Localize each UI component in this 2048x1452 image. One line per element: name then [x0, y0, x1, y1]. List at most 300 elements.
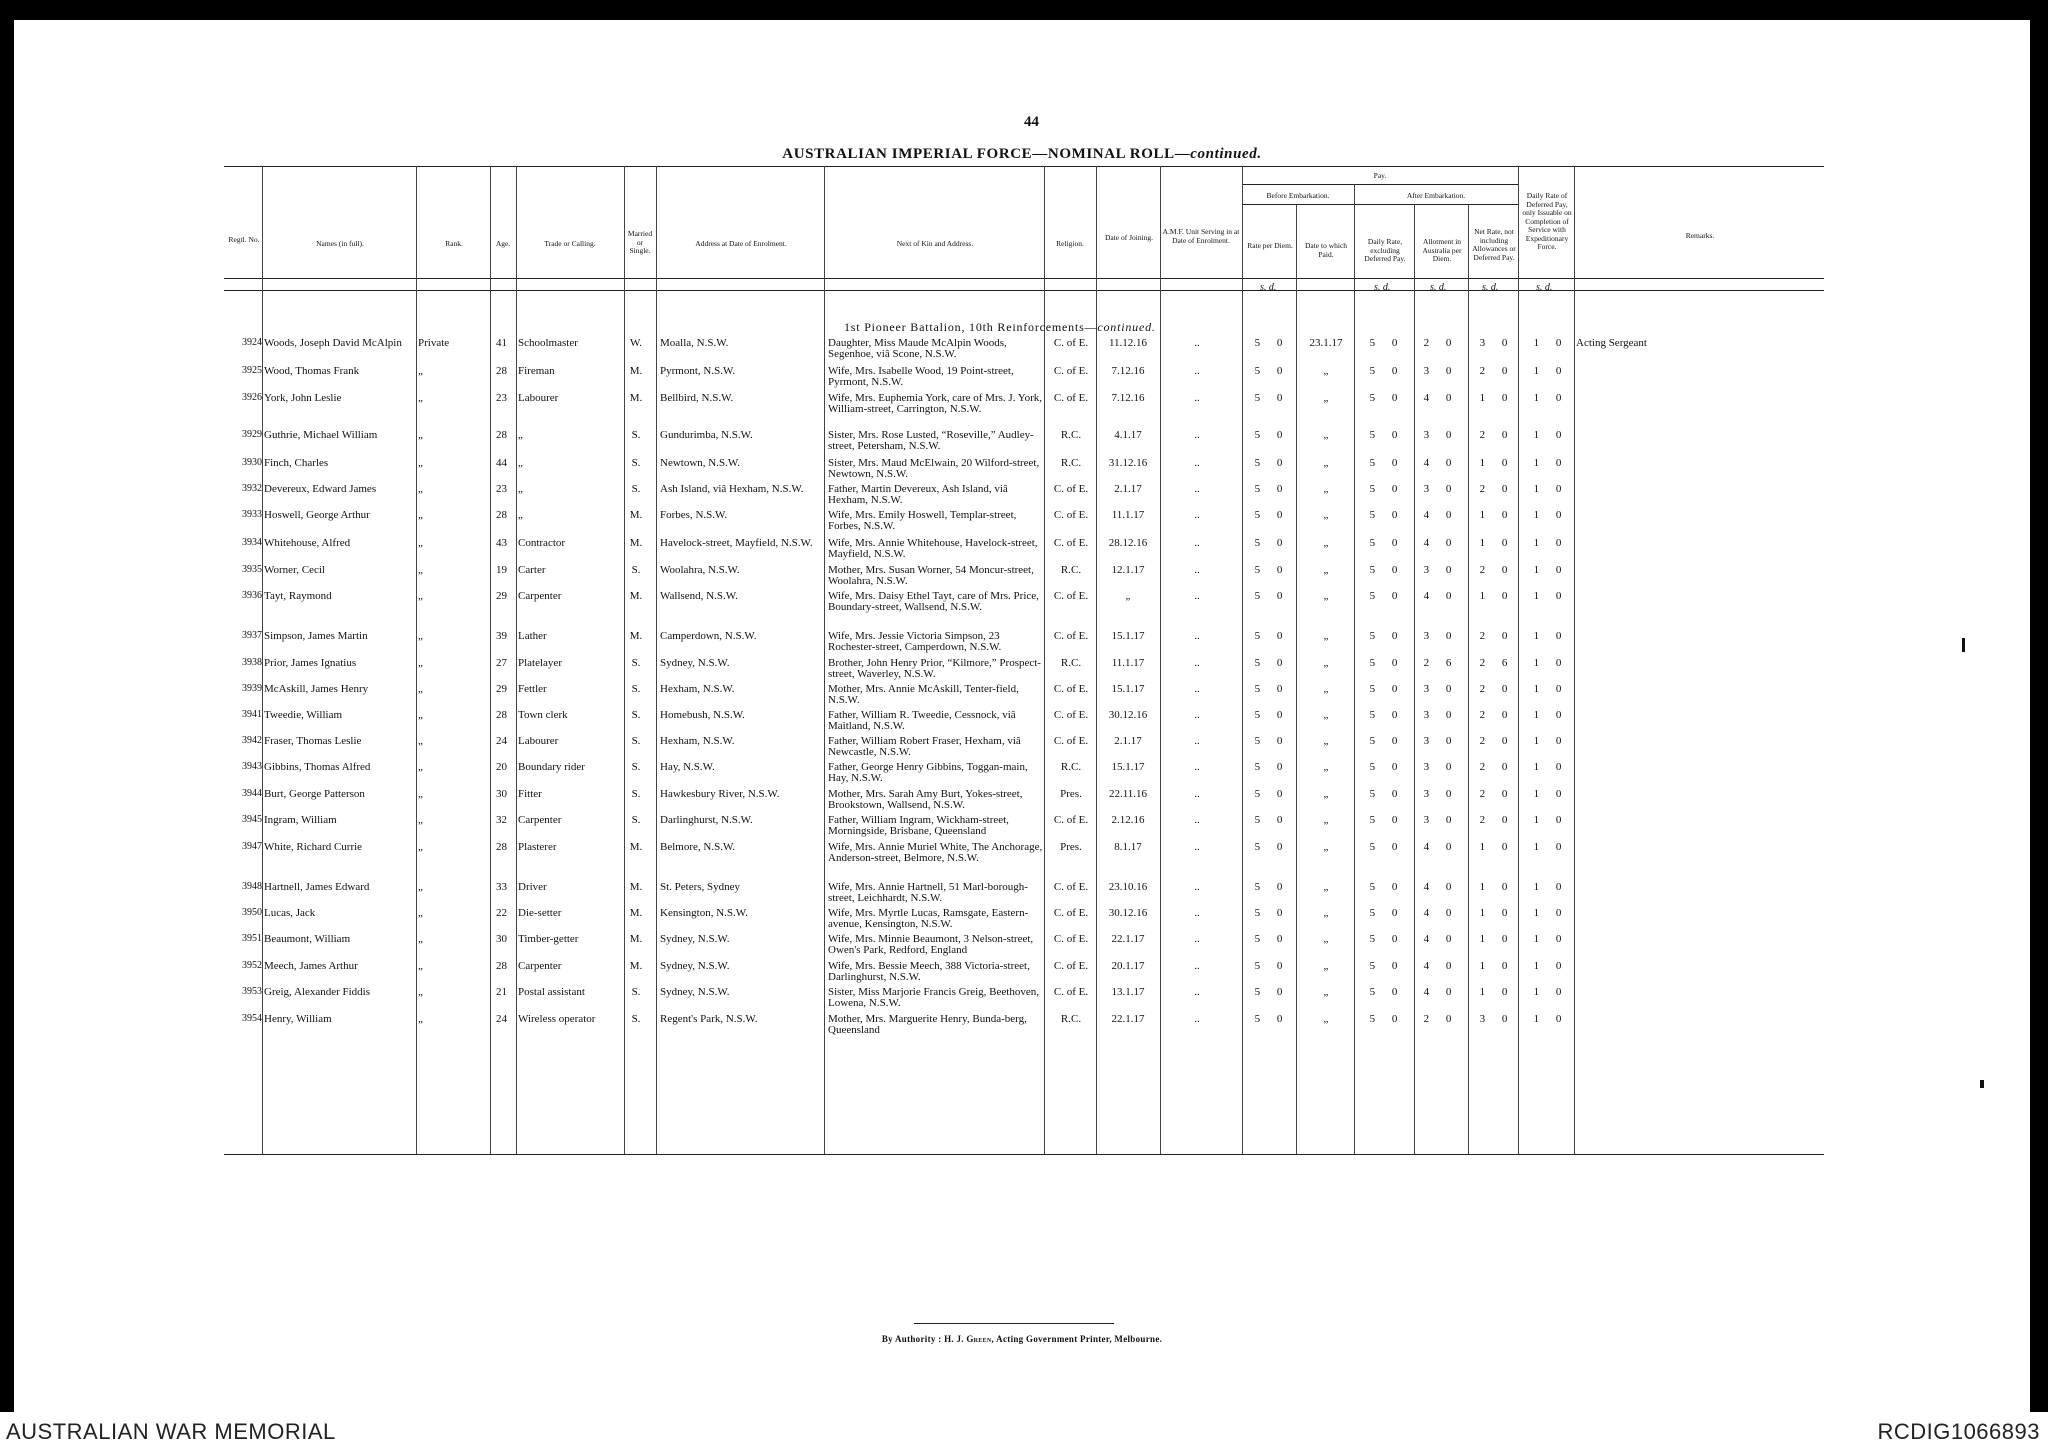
- cell-name: Devereux, Edward James: [264, 483, 377, 495]
- cell-addr: Ash Island, viâ Hexham, N.S.W.: [660, 483, 804, 495]
- cell-paid: „: [1323, 483, 1329, 495]
- cell-amf: ..: [1194, 814, 1200, 826]
- cell-ms: M.: [629, 590, 643, 602]
- cell-kin: Sister, Miss Marjorie Francis Greig, Beethoven, Lowena, N.S.W.: [828, 986, 1039, 1009]
- table-bottom-rule: [224, 1154, 1824, 1155]
- cell-join: 13.1.17: [1111, 986, 1145, 998]
- cell-age: 30: [496, 788, 507, 800]
- cell-kin: Wife, Mrs. Euphemia York, care of Mrs. J. York, William-street, Carrington, N.S.W.: [828, 392, 1043, 415]
- cell-def: 1 0: [1533, 564, 1569, 576]
- cell-age: 28: [496, 365, 507, 377]
- cell-age: 27: [496, 657, 507, 669]
- cell-allot: 4 0: [1423, 960, 1459, 972]
- cell-allot: 4 0: [1423, 392, 1459, 404]
- cell-trade: „: [518, 483, 523, 495]
- cell-allot: 3 0: [1423, 483, 1459, 495]
- cell-paid: „: [1323, 509, 1329, 521]
- cell-net: 1 0: [1479, 590, 1515, 602]
- cell-net: 2 0: [1479, 709, 1515, 721]
- cell-no: 3948: [242, 881, 262, 892]
- col-divider: [1296, 204, 1297, 1154]
- cell-age: 39: [496, 630, 507, 642]
- header-pay: Pay.: [1373, 171, 1387, 180]
- cell-rel: Pres.: [1060, 788, 1082, 800]
- cell-def: 1 0: [1533, 483, 1569, 495]
- cell-net: 2 0: [1479, 429, 1515, 441]
- cell-daily: 5 0: [1369, 907, 1405, 919]
- cell-rank: „: [418, 657, 423, 669]
- cell-ms: S.: [631, 1013, 641, 1025]
- cell-rate: 5 0: [1254, 365, 1290, 377]
- cell-amf: ..: [1194, 683, 1200, 695]
- page-number: 44: [1024, 114, 1039, 130]
- cell-paid: „: [1323, 788, 1329, 800]
- cell-net: 3 0: [1479, 1013, 1515, 1025]
- cell-paid: „: [1323, 630, 1329, 642]
- cell-no: 3952: [242, 960, 262, 971]
- cell-amf: ..: [1194, 337, 1200, 349]
- cell-trade: Carter: [518, 564, 546, 576]
- cell-paid: „: [1323, 735, 1329, 747]
- units-rule: [224, 290, 1824, 291]
- header-date-paid: Date to which Paid.: [1304, 241, 1348, 259]
- cell-rank: „: [418, 761, 423, 773]
- cell-rank: „: [418, 365, 423, 377]
- cell-rate: 5 0: [1254, 709, 1290, 721]
- cell-trade: „: [518, 457, 523, 469]
- cell-daily: 5 0: [1369, 365, 1405, 377]
- cell-addr: Forbes, N.S.W.: [660, 509, 728, 521]
- cell-rel: R.C.: [1060, 761, 1082, 773]
- cell-ms: M.: [629, 960, 643, 972]
- cell-name: Tweedie, William: [264, 709, 343, 721]
- cell-amf: ..: [1194, 564, 1200, 576]
- cell-name: Fraser, Thomas Leslie: [264, 735, 362, 747]
- cell-trade: Driver: [518, 881, 547, 893]
- cell-trade: Carpenter: [518, 960, 562, 972]
- cell-kin: Father, William R. Tweedie, Cessnock, viâ Maitland, N.S.W.: [828, 709, 1016, 732]
- cell-rate: 5 0: [1254, 814, 1290, 826]
- cell-no: 3929: [242, 429, 262, 440]
- cell-trade: Carpenter: [518, 590, 562, 602]
- cell-age: 44: [496, 457, 507, 469]
- cell-kin: Mother, Mrs. Sarah Amy Burt, Yokes-street, Brookstown, Wallsend, N.S.W.: [828, 788, 1023, 811]
- cell-paid: „: [1323, 365, 1329, 377]
- cell-age: 22: [496, 907, 507, 919]
- cell-amf: ..: [1194, 630, 1200, 642]
- cell-no: 3938: [242, 657, 262, 668]
- cell-kin: Wife, Mrs. Bessie Meech, 388 Victoria-street, Darlinghurst, N.S.W.: [828, 960, 1030, 983]
- cell-ms: M.: [629, 907, 643, 919]
- cell-rank: „: [418, 590, 423, 602]
- cell-no: 3954: [242, 1013, 262, 1024]
- cell-no: 3945: [242, 814, 262, 825]
- cell-name: Prior, James Ignatius: [264, 657, 357, 669]
- cell-addr: Gundurimba, N.S.W.: [660, 429, 753, 441]
- cell-trade: Timber-getter: [518, 933, 579, 945]
- col-divider: [624, 166, 625, 1154]
- header-net-rate: Net Rate, not including Allowances or Deferred Pay.: [1472, 227, 1516, 262]
- header-address: Address at Date of Enrolment.: [695, 239, 787, 248]
- header-before-embarkation: Before Embarkation.: [1266, 191, 1330, 200]
- cell-rel: R.C.: [1060, 429, 1082, 441]
- cell-rel: C. of E.: [1053, 986, 1089, 998]
- cell-ms: S.: [631, 429, 641, 441]
- cell-join: 15.1.17: [1111, 630, 1145, 642]
- cell-allot: 4 0: [1423, 881, 1459, 893]
- cell-join: „: [1125, 590, 1131, 602]
- cell-amf: ..: [1194, 761, 1200, 773]
- cell-def: 1 0: [1533, 365, 1569, 377]
- cell-rate: 5 0: [1254, 960, 1290, 972]
- cell-age: 41: [496, 337, 507, 349]
- cell-rel: C. of E.: [1053, 392, 1089, 404]
- cell-daily: 5 0: [1369, 814, 1405, 826]
- cell-join: 7.12.16: [1111, 392, 1145, 404]
- cell-no: 3933: [242, 509, 262, 520]
- cell-allot: 3 0: [1423, 630, 1459, 642]
- cell-kin: Daughter, Miss Maude McAlpin Woods, Segenhoe, viâ Scone, N.S.W.: [828, 337, 1007, 360]
- cell-no: 3925: [242, 365, 262, 376]
- cell-amf: ..: [1194, 1013, 1200, 1025]
- cell-no: 3930: [242, 457, 262, 468]
- cell-ms: M.: [629, 841, 643, 853]
- cell-rank: „: [418, 509, 423, 521]
- unit-sd: s. d.: [1482, 282, 1499, 293]
- section-title-continued: continued.: [1097, 320, 1156, 334]
- cell-trade: Carpenter: [518, 814, 562, 826]
- cell-kin: Mother, Mrs. Marguerite Henry, Bunda-berg, Queensland: [828, 1013, 1027, 1036]
- cell-def: 1 0: [1533, 761, 1569, 773]
- cell-trade: „: [518, 429, 523, 441]
- cell-rel: C. of E.: [1053, 735, 1089, 747]
- cell-kin: Wife, Mrs. Myrtle Lucas, Ramsgate, Eastern-avenue, Kensington, N.S.W.: [828, 907, 1029, 930]
- cell-rank: Private: [418, 337, 450, 349]
- cell-allot: 3 0: [1423, 709, 1459, 721]
- cell-allot: 4 0: [1423, 907, 1459, 919]
- cell-age: 43: [496, 537, 507, 549]
- cell-addr: Hexham, N.S.W.: [660, 683, 735, 695]
- cell-net: 2 0: [1479, 761, 1515, 773]
- cell-addr: Homebush, N.S.W.: [660, 709, 745, 721]
- cell-name: Burt, George Patterson: [264, 788, 365, 800]
- cell-no: 3944: [242, 788, 262, 799]
- cell-no: 3937: [242, 630, 262, 641]
- cell-trade: Boundary rider: [518, 761, 585, 773]
- cell-amf: ..: [1194, 881, 1200, 893]
- cell-join: 28.12.16: [1108, 537, 1148, 549]
- cell-amf: ..: [1194, 392, 1200, 404]
- cell-name: Hartnell, James Edward: [264, 881, 370, 893]
- cell-kin: Father, Martin Devereux, Ash Island, viâ Hexham, N.S.W.: [828, 483, 1008, 506]
- cell-daily: 5 0: [1369, 841, 1405, 853]
- cell-rate: 5 0: [1254, 657, 1290, 669]
- footer-institution: AUSTRALIAN WAR MEMORIAL: [6, 1419, 336, 1444]
- cell-trade: „: [518, 509, 523, 521]
- cell-rank: „: [418, 709, 423, 721]
- cell-amf: ..: [1194, 365, 1200, 377]
- header-after-embarkation: After Embarkation.: [1406, 191, 1466, 200]
- cell-join: 8.1.17: [1114, 841, 1142, 853]
- cell-age: 23: [496, 483, 507, 495]
- cell-allot: 2 0: [1423, 337, 1459, 349]
- cell-rank: „: [418, 429, 423, 441]
- cell-addr: Sydney, N.S.W.: [660, 657, 730, 669]
- cell-trade: Schoolmaster: [518, 337, 578, 349]
- cell-allot: 3 0: [1423, 429, 1459, 441]
- cell-rate: 5 0: [1254, 933, 1290, 945]
- cell-paid: „: [1323, 986, 1329, 998]
- cell-age: 28: [496, 429, 507, 441]
- cell-name: Guthrie, Michael William: [264, 429, 378, 441]
- cell-allot: 3 0: [1423, 735, 1459, 747]
- cell-daily: 5 0: [1369, 761, 1405, 773]
- cell-rel: C. of E.: [1053, 907, 1089, 919]
- cell-rel: C. of E.: [1053, 337, 1089, 349]
- cell-rate: 5 0: [1254, 907, 1290, 919]
- scan-speck: [1962, 638, 1965, 652]
- cell-def: 1 0: [1533, 933, 1569, 945]
- cell-ms: M.: [629, 881, 643, 893]
- cell-rate: 5 0: [1254, 986, 1290, 998]
- cell-age: 20: [496, 761, 507, 773]
- cell-rank: „: [418, 788, 423, 800]
- col-divider: [1354, 184, 1355, 1154]
- cell-daily: 5 0: [1369, 735, 1405, 747]
- cell-kin: Brother, John Henry Prior, “Kilmore,” Prospect-street, Waverley, N.S.W.: [828, 657, 1041, 680]
- cell-rank: „: [418, 881, 423, 893]
- cell-net: 2 6: [1479, 657, 1515, 669]
- cell-trade: Labourer: [518, 392, 559, 404]
- cell-ms: S.: [631, 483, 641, 495]
- cell-join: 22.1.17: [1111, 933, 1145, 945]
- cell-name: Finch, Charles: [264, 457, 329, 469]
- cell-rel: C. of E.: [1053, 630, 1089, 642]
- cell-daily: 5 0: [1369, 483, 1405, 495]
- col-divider: [1160, 166, 1161, 1154]
- cell-addr: Sydney, N.S.W.: [660, 933, 730, 945]
- header-bottom-rule: [224, 278, 1824, 279]
- cell-rank: „: [418, 683, 423, 695]
- cell-ms: S.: [631, 457, 641, 469]
- cell-rank: „: [418, 814, 423, 826]
- cell-rate: 5 0: [1254, 564, 1290, 576]
- cell-def: 1 0: [1533, 709, 1569, 721]
- cell-addr: Darlinghurst, N.S.W.: [660, 814, 753, 826]
- cell-paid: „: [1323, 960, 1329, 972]
- document-title-text: AUSTRALIAN IMPERIAL FORCE—NOMINAL ROLL—: [782, 146, 1191, 162]
- cell-rel: C. of E.: [1053, 709, 1089, 721]
- cell-join: 12.1.17: [1111, 564, 1145, 576]
- cell-def: 1 0: [1533, 735, 1569, 747]
- cell-age: 29: [496, 590, 507, 602]
- cell-rank: „: [418, 933, 423, 945]
- cell-addr: Belmore, N.S.W.: [660, 841, 736, 853]
- cell-net: 1 0: [1479, 392, 1515, 404]
- cell-amf: ..: [1194, 537, 1200, 549]
- cell-ms: M.: [629, 392, 643, 404]
- cell-kin: Wife, Mrs. Annie Whitehouse, Havelock-street, Mayfield, N.S.W.: [828, 537, 1038, 560]
- cell-ms: S.: [631, 986, 641, 998]
- cell-paid: „: [1323, 392, 1329, 404]
- cell-no: 3939: [242, 683, 262, 694]
- cell-daily: 5 0: [1369, 709, 1405, 721]
- cell-trade: Plasterer: [518, 841, 557, 853]
- cell-kin: Sister, Mrs. Rose Lusted, “Roseville,” Audley-street, Petersham, N.S.W.: [828, 429, 1034, 452]
- cell-allot: 4 0: [1423, 590, 1459, 602]
- cell-no: 3943: [242, 761, 262, 772]
- cell-addr: Regent's Park, N.S.W.: [660, 1013, 758, 1025]
- cell-def: 1 0: [1533, 337, 1569, 349]
- cell-daily: 5 0: [1369, 986, 1405, 998]
- cell-rel: Pres.: [1060, 841, 1082, 853]
- cell-def: 1 0: [1533, 960, 1569, 972]
- cell-name: Worner, Cecil: [264, 564, 325, 576]
- cell-daily: 5 0: [1369, 537, 1405, 549]
- cell-kin: Wife, Mrs. Isabelle Wood, 19 Point-street, Pyrmont, N.S.W.: [828, 365, 1014, 388]
- cell-join: 2.1.17: [1114, 735, 1142, 747]
- cell-ms: M.: [629, 509, 643, 521]
- cell-rel: C. of E.: [1053, 537, 1089, 549]
- cell-paid: „: [1323, 709, 1329, 721]
- header-names: Names (in full).: [316, 239, 364, 248]
- cell-allot: 3 0: [1423, 761, 1459, 773]
- cell-age: 28: [496, 709, 507, 721]
- cell-no: 3936: [242, 590, 262, 601]
- cell-no: 3926: [242, 392, 262, 403]
- cell-no: 3941: [242, 709, 262, 720]
- cell-addr: Hay, N.S.W.: [660, 761, 715, 773]
- cell-def: 1 0: [1533, 537, 1569, 549]
- cell-net: 1 0: [1479, 881, 1515, 893]
- footer-reference: RCDIG1066893: [1877, 1419, 2040, 1444]
- cell-trade: Wireless operator: [518, 1013, 596, 1025]
- cell-amf: ..: [1194, 986, 1200, 998]
- cell-trade: Lather: [518, 630, 547, 642]
- cell-net: 1 0: [1479, 986, 1515, 998]
- cell-rel: C. of E.: [1053, 881, 1089, 893]
- cell-name: Whitehouse, Alfred: [264, 537, 351, 549]
- section-title: [844, 320, 1156, 335]
- cell-kin: Sister, Mrs. Maud McElwain, 20 Wilford-street, Newtown, N.S.W.: [828, 457, 1040, 480]
- cell-join: 30.12.16: [1108, 709, 1148, 721]
- cell-amf: ..: [1194, 907, 1200, 919]
- header-religion: Religion.: [1056, 239, 1084, 248]
- cell-kin: Wife, Mrs. Emily Hoswell, Templar-street, Forbes, N.S.W.: [828, 509, 1017, 532]
- cell-allot: 3 0: [1423, 788, 1459, 800]
- cell-allot: 3 0: [1423, 564, 1459, 576]
- cell-addr: Wallsend, N.S.W.: [660, 590, 738, 602]
- cell-amf: ..: [1194, 509, 1200, 521]
- cell-rel: R.C.: [1060, 657, 1082, 669]
- cell-daily: 5 0: [1369, 788, 1405, 800]
- cell-daily: 5 0: [1369, 683, 1405, 695]
- cell-paid: „: [1323, 457, 1329, 469]
- cell-rate: 5 0: [1254, 429, 1290, 441]
- imprint: [14, 1334, 2030, 1344]
- cell-age: 19: [496, 564, 507, 576]
- cell-daily: 5 0: [1369, 590, 1405, 602]
- cell-rate: 5 0: [1254, 841, 1290, 853]
- cell-ms: S.: [631, 735, 641, 747]
- cell-rel: R.C.: [1060, 1013, 1082, 1025]
- cell-daily: 5 0: [1369, 337, 1405, 349]
- cell-kin: Wife, Mrs. Jessie Victoria Simpson, 23 Rochester-street, Camperdown, N.S.W.: [828, 630, 1002, 653]
- cell-def: 1 0: [1533, 657, 1569, 669]
- cell-ms: M.: [629, 630, 643, 642]
- cell-rank: „: [418, 564, 423, 576]
- cell-paid: 23.1.17: [1309, 337, 1343, 349]
- cell-daily: 5 0: [1369, 960, 1405, 972]
- cell-amf: ..: [1194, 735, 1200, 747]
- cell-paid: „: [1323, 590, 1329, 602]
- col-divider: [262, 166, 263, 1154]
- header-top-rule: [224, 166, 1824, 167]
- cell-def: 1 0: [1533, 457, 1569, 469]
- cell-paid: „: [1323, 761, 1329, 773]
- header-remarks: Remarks.: [1685, 231, 1715, 240]
- cell-ms: S.: [631, 761, 641, 773]
- cell-def: 1 0: [1533, 788, 1569, 800]
- cell-rank: „: [418, 1013, 423, 1025]
- cell-no: 3953: [242, 986, 262, 997]
- cell-rel: C. of E.: [1053, 933, 1089, 945]
- cell-net: 2 0: [1479, 735, 1515, 747]
- cell-paid: „: [1323, 841, 1329, 853]
- document-page: [14, 20, 2030, 1412]
- cell-trade: Fitter: [518, 788, 542, 800]
- cell-rate: 5 0: [1254, 537, 1290, 549]
- header-allotment: Allotment in Australia per Diem.: [1422, 237, 1462, 263]
- cell-trade: Fireman: [518, 365, 555, 377]
- cell-rel: C. of E.: [1053, 365, 1089, 377]
- cell-addr: Camperdown, N.S.W.: [660, 630, 757, 642]
- cell-rank: „: [418, 630, 423, 642]
- cell-join: 23.10.16: [1108, 881, 1148, 893]
- col-divider: [1414, 204, 1415, 1154]
- cell-trade: Postal assistant: [518, 986, 585, 998]
- cell-kin: Father, William Robert Fraser, Hexham, viâ Newcastle, N.S.W.: [828, 735, 1021, 758]
- cell-age: 23: [496, 392, 507, 404]
- cell-paid: „: [1323, 907, 1329, 919]
- cell-trade: Fettler: [518, 683, 547, 695]
- imprint-rule: [914, 1323, 1114, 1324]
- cell-rel: C. of E.: [1053, 483, 1089, 495]
- document-title: [14, 146, 2030, 163]
- cell-daily: 5 0: [1369, 392, 1405, 404]
- cell-paid: „: [1323, 537, 1329, 549]
- cell-net: 1 0: [1479, 457, 1515, 469]
- cell-allot: 4 0: [1423, 537, 1459, 549]
- cell-def: 1 0: [1533, 590, 1569, 602]
- cell-name: McAskill, James Henry: [264, 683, 369, 695]
- cell-daily: 5 0: [1369, 1013, 1405, 1025]
- cell-daily: 5 0: [1369, 564, 1405, 576]
- cell-allot: 3 0: [1423, 814, 1459, 826]
- cell-allot: 4 0: [1423, 509, 1459, 521]
- cell-ms: S.: [631, 657, 641, 669]
- cell-rank: „: [418, 907, 423, 919]
- cell-age: 24: [496, 735, 507, 747]
- cell-addr: Bellbird, N.S.W.: [660, 392, 734, 404]
- cell-rel: C. of E.: [1053, 509, 1089, 521]
- cell-age: 24: [496, 1013, 507, 1025]
- cell-name: Greig, Alexander Fiddis: [264, 986, 371, 998]
- cell-age: 29: [496, 683, 507, 695]
- cell-addr: Hexham, N.S.W.: [660, 735, 735, 747]
- cell-rate: 5 0: [1254, 788, 1290, 800]
- cell-daily: 5 0: [1369, 457, 1405, 469]
